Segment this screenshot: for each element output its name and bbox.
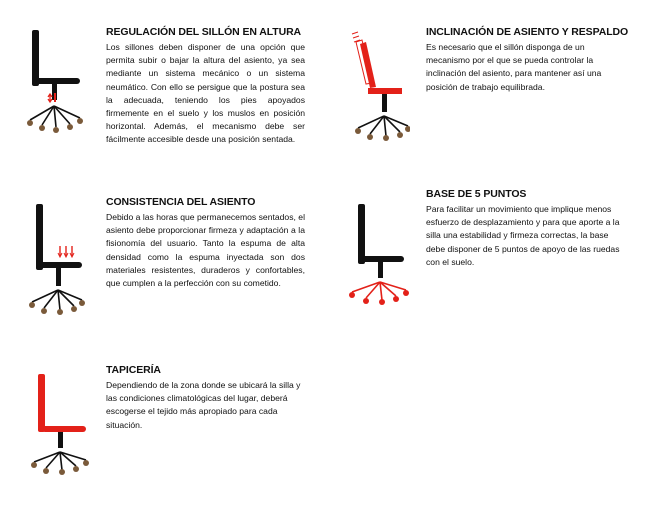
chair-tilt-icon (348, 28, 410, 142)
section-title: REGULACIÓN DEL SILLÓN EN ALTURA (106, 26, 302, 38)
section-title: CONSISTENCIA DEL ASIENTO (106, 196, 256, 208)
section-tilt (330, 0, 650, 170)
section-title: TAPICERÍA (106, 364, 161, 376)
section-five-point-base (330, 170, 650, 340)
chair-upholstery-icon (28, 372, 90, 476)
section-body: Para facilitar un movimiento que implique menos esfuerzo de desplazamiento y para que aporte a la silla una estabilidad y firmeza correctas, la base debe disponer de 5 puntos de apoyo de las ruedas con el suelo. (426, 204, 620, 267)
section-seat-consistency (0, 170, 330, 340)
chair-height-adjust-icon (22, 28, 84, 134)
section-body: Debido a las horas que permanecemos sentados, el asiento debe proporcionar firmeza y adaptación a la fisionomía del usuario. Tanto la espuma de alta densidad como la espuma inyectada son dos materiales resistentes, duraderos y confortables, que cumplen a la perfección con su cometido. (106, 212, 305, 289)
chair-five-star-base-icon (346, 202, 410, 306)
section-height-adjustment (0, 0, 330, 170)
section-title: BASE DE 5 PUNTOS (426, 188, 527, 200)
section-upholstery (0, 340, 330, 525)
chair-seat-cushion-icon (24, 202, 86, 316)
section-body: Dependiendo de la zona donde se ubicará la silla y las condiciones climatológicas del lugar, deberá escogerse el tejido más apropiado para cada situación. (106, 380, 301, 430)
section-body: Es necesario que el sillón disponga de un mecanismo por el que se pueda controlar la inclinación del asiento, para mantener así una posición de trabajo equilibrada. (426, 42, 602, 92)
section-body: Los sillones deben disponer de una opción que permita subir o bajar la altura del asiento, ya sea mediante un sistema mecánico o un sistema neumático. Con ello se persigue que la postura sea la adecuada, teniendo los pies apoyados firmemente en el suelo y los muslos en posición horizontal. Además, el mecanismo debe ser fácilmente accesible desde una posición sentada. (106, 42, 305, 145)
section-title: INCLINACIÓN DE ASIENTO Y RESPALDO (426, 26, 629, 38)
